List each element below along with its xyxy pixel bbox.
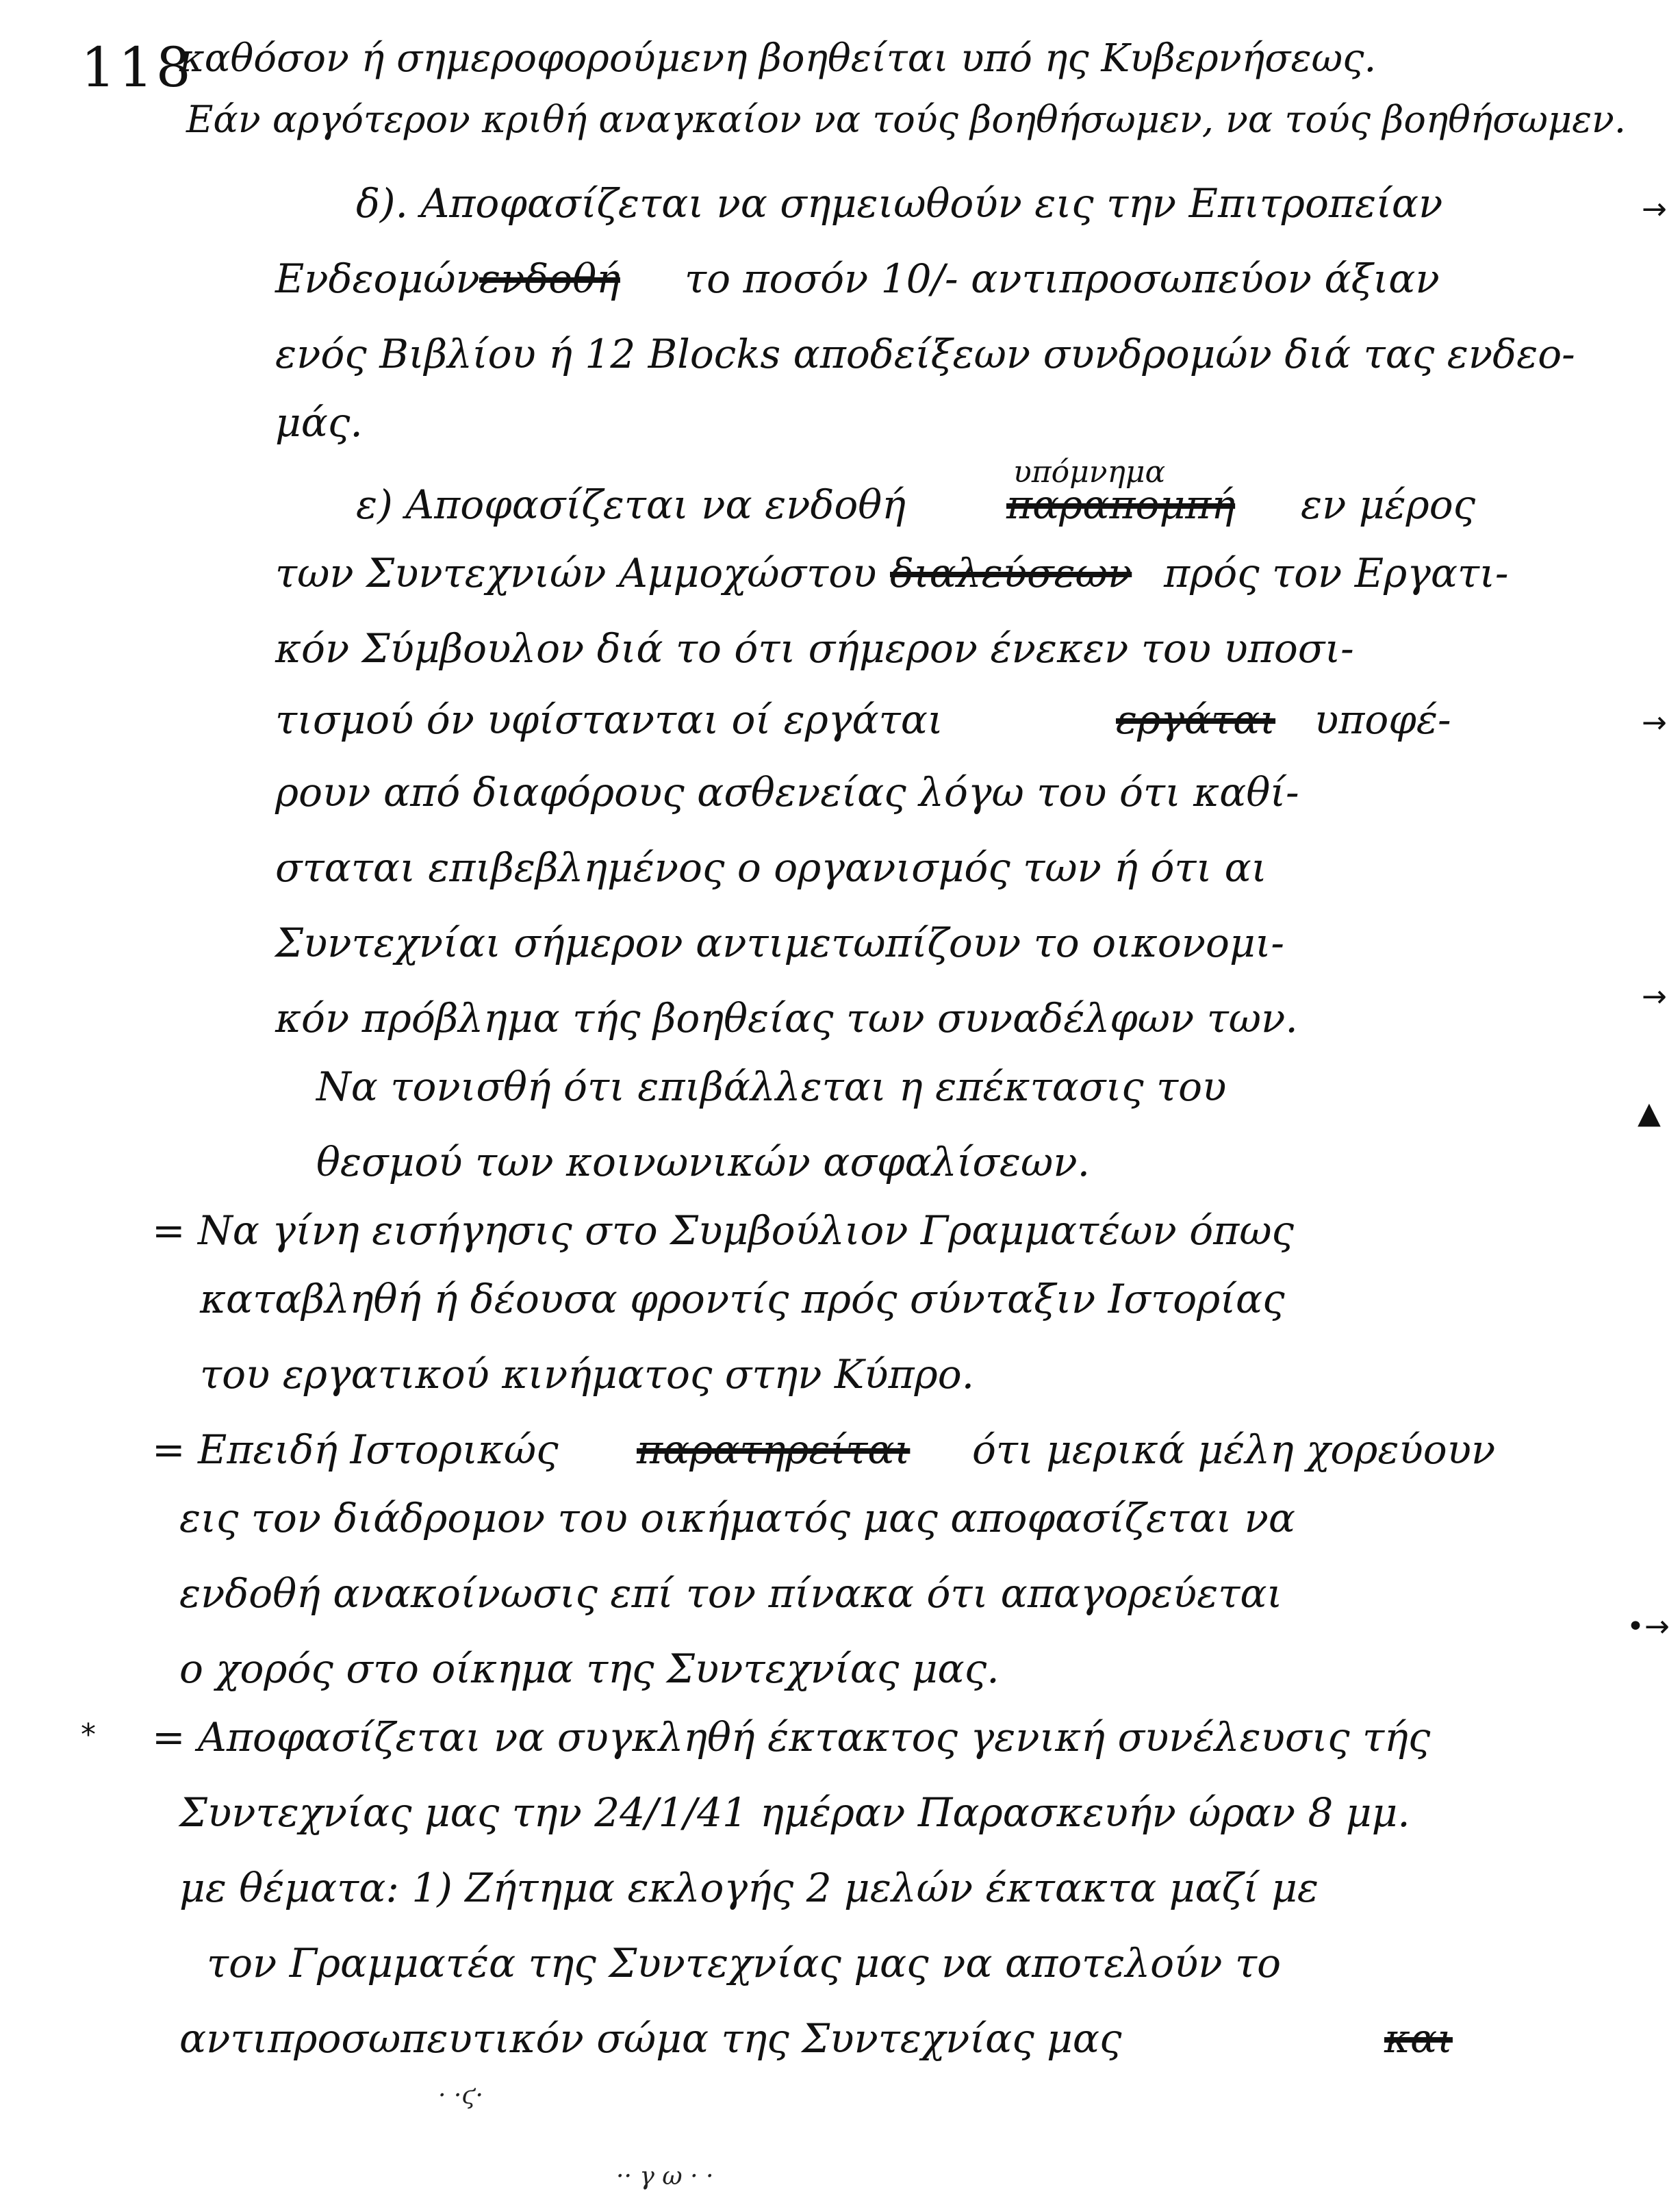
text-line: εις τον διάδρομον του οικήματός μας αποφασίζεται να <box>179 1495 1296 1541</box>
text-line: = Να γίνη εισήγησις στο Συμβούλιον Γραμματέων όπως <box>152 1207 1295 1254</box>
text-line: ενός Βιβλίου ή 12 Blocks αποδείξεων συνδρομών διά τας ενδεο- <box>275 331 1575 377</box>
text-line: Να τονισθή ότι επιβάλλεται η επέκτασις του <box>316 1063 1227 1110</box>
text-line: ρουν από διαφόρους ασθενείας λόγω του ότι καθί- <box>275 769 1299 816</box>
triangle-mark-icon: ▲ <box>1638 1096 1661 1131</box>
arrow-mark-icon: → <box>1642 705 1667 740</box>
text-line: αντιπροσωπευτικόν σώμα της Συντεχνίας μας <box>179 2015 1122 2062</box>
text-line: το ποσόν 10/- αντιπροσωπεύον άξιαν <box>685 255 1440 302</box>
text-line: του εργατικού κινήματος στην Κύπρο. <box>200 1351 975 1398</box>
arrow-mark-icon: → <box>1642 192 1667 227</box>
text-line: δ). Αποφασίζεται να σημειωθούν εις την Επιτροπείαν <box>356 180 1443 227</box>
inserted-word: υπόμνημα <box>1013 455 1166 490</box>
text-line: Ενδεομών <box>275 255 480 302</box>
page-number: 118 <box>81 36 194 99</box>
text-line: υποφέ- <box>1314 696 1451 743</box>
text-line: ο χορός στο οίκημα της Συντεχνίας μας. <box>179 1645 1000 1692</box>
text-line: καθόσον ή σημερoφορούμενη βοηθείται υπό ης Κυβερνήσεως. <box>179 36 1377 81</box>
struck-word: εργάται <box>1116 696 1276 743</box>
text-line: = Αποφασίζεται να συγκληθή έκτακτος γενική συνέλευσις τής <box>152 1714 1431 1760</box>
text-line: σταται επιβεβλημένος ο οργανισμός των ή ότι αι <box>275 844 1267 891</box>
text-line: με θέματα: 1) Ζήτημα εκλογής 2 μελών έκτακτα μαζί με <box>179 1865 1319 1911</box>
text-line: μάς. <box>275 399 363 446</box>
bottom-scribble: · ·ϛ· <box>438 2082 483 2110</box>
text-line: Συντεχνίαι σήμερον αντιμετωπίζουν το οικονομι- <box>275 920 1284 966</box>
struck-word: ενδοθή <box>479 255 620 302</box>
text-line: τισμού όν υφίστανται οί εργάται <box>275 696 943 743</box>
dot-arrow-mark-icon: •→ <box>1627 1609 1670 1644</box>
text-line: κόν Σύμβουλον διά το ότι σήμερον ένεκεν του υποσι- <box>275 625 1354 672</box>
text-line: κόν πρόβλημα τής βοηθείας των συναδέλφων των. <box>275 995 1298 1042</box>
text-line: θεσμού των κοινωνικών ασφαλίσεων. <box>316 1139 1091 1185</box>
asterisk-mark-icon: * <box>81 1717 96 1752</box>
text-line: ενδοθή ανακοίνωσις επί τον πίνακα ότι απαγορεύεται <box>179 1570 1283 1617</box>
bottom-scribble: ·· γ ω · · <box>616 2162 714 2191</box>
struck-word: παρατηρείται <box>637 1426 911 1473</box>
text-line: = Επειδή Ιστορικώς <box>152 1426 559 1473</box>
text-line: εν μέρος <box>1301 481 1476 528</box>
arrow-mark-icon: → <box>1642 979 1667 1014</box>
text-line: των Συντεχνιών Αμμοχώστου <box>275 550 877 596</box>
text-line: πρός τον Εργατι- <box>1164 550 1509 596</box>
text-line: τον Γραμματέα της Συντεχνίας μας να αποτελούν το <box>207 1940 1282 1986</box>
text-line: Εάν αργότερον κριθή αναγκαίον να τούς βοηθήσωμεν, να τούς βοηθήσωμεν. <box>186 98 1627 141</box>
text-line: ε) Αποφασίζεται να ενδοθή <box>356 481 906 528</box>
text-line: ότι μερικά μέλη χορεύουν <box>972 1426 1496 1473</box>
text-line: καταβληθή ή δέουσα φροντίς πρός σύνταξιν Ιστορίας <box>200 1276 1285 1322</box>
struck-word: και <box>1384 2015 1453 2062</box>
text-line: Συντεχνίας μας την 24/1/41 ημέραν Παρασκευήν ώραν 8 μμ. <box>179 1789 1410 1836</box>
struck-word: παραπομπή <box>1006 481 1236 528</box>
struck-word: διαλεύσεων <box>890 550 1132 596</box>
